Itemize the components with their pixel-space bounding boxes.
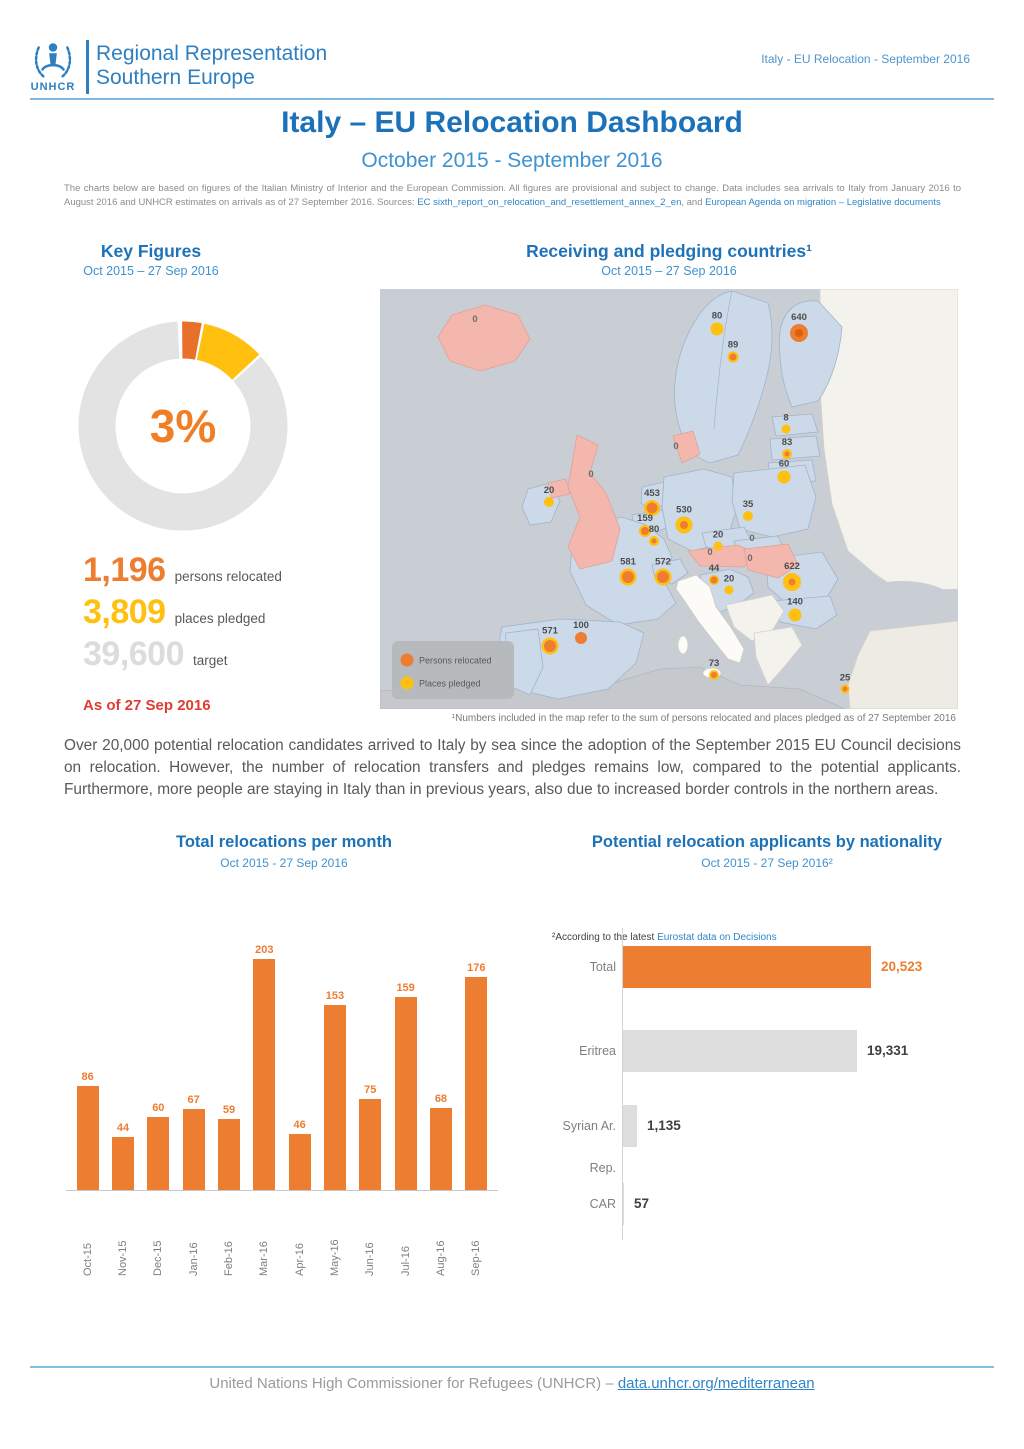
bar-column-jun-16 bbox=[353, 944, 388, 1190]
map-legend-box bbox=[392, 641, 514, 699]
nat-bar bbox=[623, 946, 871, 988]
bar-value-label: 60 bbox=[152, 1102, 165, 1114]
intro-paragraph bbox=[64, 182, 961, 211]
x-tick-aug-16 bbox=[423, 1196, 458, 1276]
header-rule bbox=[30, 98, 994, 100]
bar-value-label: 153 bbox=[325, 990, 345, 1002]
x-tick-label: Aug-16 bbox=[434, 1240, 447, 1276]
marker-dot bbox=[743, 511, 753, 521]
nat-label: Total bbox=[589, 960, 616, 974]
marker-value: 8 bbox=[783, 412, 789, 424]
marker-core bbox=[657, 571, 669, 583]
x-tick-mar-16 bbox=[247, 1196, 282, 1276]
zero-label-hungary: 0 bbox=[747, 553, 753, 564]
intro-text: The charts below are based on figures of the Italian Ministry of Interior and the European Commission. All figures are provisional and subject to change. Data includes sea arrivals to Italy from January 2016 to August 2016 and UNHCR estimates on arrivals as of 27 September 2016. Sources: bbox=[64, 183, 961, 209]
nationality-chart-footnote bbox=[552, 932, 777, 943]
bar-column-jan-16 bbox=[176, 944, 211, 1190]
marker-value: 44 bbox=[708, 563, 720, 574]
org-name bbox=[96, 42, 327, 91]
unhcr-logo-text: UNHCR bbox=[30, 81, 76, 93]
zero-label-slovakia: 0 bbox=[749, 533, 755, 544]
x-tick-label: Jan-16 bbox=[187, 1242, 200, 1276]
x-tick-label: Sep-16 bbox=[470, 1240, 483, 1276]
bar bbox=[465, 977, 487, 1190]
bar-value-label: 86 bbox=[81, 1071, 94, 1083]
marker-core bbox=[652, 539, 657, 544]
header-divider bbox=[86, 40, 89, 94]
marker-value: 100 bbox=[573, 620, 589, 631]
page-subtitle: October 2015 - September 2016 bbox=[361, 149, 663, 172]
zero-label-united-kingdom: 0 bbox=[588, 469, 594, 480]
marker-dot bbox=[575, 632, 587, 644]
donut-percent-label: 3% bbox=[149, 400, 217, 452]
stat-label-pledged: places pledged bbox=[174, 611, 266, 626]
marker-value: 60 bbox=[778, 458, 790, 470]
zero-label-iceland: 0 bbox=[472, 314, 478, 325]
marker-value: 622 bbox=[784, 561, 800, 572]
marker-value: 80 bbox=[648, 524, 660, 535]
monthly-chart-subtitle: Oct 2015 - 27 Sep 2016 bbox=[220, 856, 348, 870]
map-period: Oct 2015 – 27 Sep 2016 bbox=[601, 264, 737, 278]
x-tick-feb-16 bbox=[211, 1196, 246, 1276]
monthly-chart-ticks bbox=[70, 1196, 494, 1276]
as-of-date: As of 27 Sep 2016 bbox=[83, 697, 211, 714]
source-link-eu-agenda[interactable]: European Agenda on migration – Legislative documents bbox=[705, 197, 941, 209]
unhcr-emblem-icon bbox=[30, 36, 76, 80]
bar bbox=[112, 1137, 134, 1190]
bar bbox=[324, 1005, 346, 1190]
marker-core bbox=[730, 354, 737, 361]
x-tick-label: Mar-16 bbox=[258, 1241, 271, 1276]
bar-column-mar-16 bbox=[247, 944, 282, 1190]
nat-label: Syrian Ar. Rep. bbox=[562, 1119, 616, 1175]
legend-relocated-label: Persons relocated bbox=[419, 655, 492, 666]
footer bbox=[0, 1375, 1024, 1392]
marker-value: 453 bbox=[644, 488, 660, 499]
x-tick-label: Dec-15 bbox=[152, 1240, 165, 1276]
legend-pledged-label: Places pledged bbox=[419, 678, 481, 689]
marker-romania bbox=[783, 561, 801, 591]
marker-core bbox=[843, 687, 848, 692]
marker-value: 581 bbox=[620, 556, 636, 568]
nat-bar bbox=[623, 1105, 637, 1147]
x-tick-label: Apr-16 bbox=[293, 1242, 306, 1276]
legend-pledged-icon bbox=[401, 677, 414, 690]
stat-value-pledged: 3,809 bbox=[83, 593, 166, 631]
nat-value-label: 57 bbox=[634, 1196, 650, 1211]
marker-core bbox=[647, 503, 658, 514]
bar bbox=[289, 1134, 311, 1190]
x-tick-oct-15 bbox=[70, 1196, 105, 1276]
bar-column-jul-16 bbox=[388, 944, 423, 1190]
x-tick-label: Jun-16 bbox=[364, 1242, 377, 1276]
marker-value: 20 bbox=[543, 485, 555, 496]
map-country-estonia bbox=[772, 414, 818, 436]
x-tick-jun-16 bbox=[353, 1196, 388, 1276]
marker-value: 80 bbox=[711, 310, 723, 322]
doc-reference: Italy - EU Relocation - September 2016 bbox=[761, 52, 970, 66]
nat-row-total bbox=[542, 946, 992, 988]
key-figures-heading: Key Figures bbox=[100, 241, 202, 261]
nat-label: Eritrea bbox=[579, 1044, 616, 1058]
marker-core bbox=[795, 329, 803, 337]
footer-link[interactable]: data.unhcr.org/mediterranean bbox=[617, 1375, 815, 1392]
bar-column-feb-16 bbox=[211, 944, 246, 1190]
marker-dot bbox=[782, 425, 791, 434]
x-tick-dec-15 bbox=[141, 1196, 176, 1276]
intro-between: , and bbox=[681, 197, 706, 209]
zero-label-denmark: 0 bbox=[673, 441, 679, 452]
nationality-chart-subtitle: Oct 2015 - 27 Sep 2016² bbox=[701, 856, 833, 870]
marker-value: 140 bbox=[787, 596, 803, 608]
nat-row-syrian-ar-rep bbox=[542, 1105, 992, 1175]
key-figures-stats bbox=[83, 551, 282, 677]
nationality-chart-title: Potential relocation applicants by nationality bbox=[591, 833, 943, 851]
marker-switzerland bbox=[655, 557, 672, 586]
bar-value-label: 59 bbox=[222, 1104, 236, 1116]
nat-bar bbox=[623, 1183, 624, 1225]
bar-value-label: 203 bbox=[255, 944, 274, 956]
page-title: Italy – EU Relocation Dashboard bbox=[281, 106, 743, 139]
map-footnote: ¹Numbers included in the map refer to the sum of persons relocated and places pledged as of 27 September 2016 bbox=[451, 713, 956, 724]
marker-value: 571 bbox=[542, 625, 558, 637]
x-tick-sep-16 bbox=[459, 1196, 494, 1276]
europe-map bbox=[380, 289, 958, 709]
marker-dot bbox=[789, 609, 802, 622]
bar-column-apr-16 bbox=[282, 944, 317, 1190]
org-name-line2: Southern Europe bbox=[96, 66, 255, 90]
bar-column-oct-15 bbox=[70, 944, 105, 1190]
x-tick-jan-16 bbox=[176, 1196, 211, 1276]
bar bbox=[147, 1117, 169, 1190]
x-tick-label: Nov-15 bbox=[116, 1240, 129, 1276]
footnote-prefix: ²According to the latest bbox=[552, 932, 658, 943]
monthly-chart-plot bbox=[70, 944, 494, 1190]
map-legend bbox=[392, 641, 514, 699]
legend-relocated-icon bbox=[401, 654, 414, 667]
bar-column-nov-15 bbox=[105, 944, 140, 1190]
x-tick-label: May-16 bbox=[328, 1239, 341, 1276]
stat-places-pledged bbox=[83, 593, 282, 635]
footer-text: United Nations High Commissioner for Refugees (UNHCR) – bbox=[209, 1375, 618, 1392]
zero-label-austria: 0 bbox=[707, 547, 713, 558]
bar bbox=[430, 1108, 452, 1190]
marker-dot bbox=[711, 323, 724, 336]
bar-value-label: 176 bbox=[467, 962, 486, 974]
marker-core bbox=[680, 521, 688, 529]
map-heading: Receiving and pledging countries¹ bbox=[526, 241, 812, 261]
monthly-chart-title: Total relocations per month bbox=[175, 833, 393, 851]
marker-value: 640 bbox=[791, 312, 807, 323]
stat-label-relocated: persons relocated bbox=[174, 569, 282, 584]
marker-germany bbox=[676, 505, 693, 534]
marker-dot bbox=[714, 542, 723, 551]
x-tick-apr-16 bbox=[282, 1196, 317, 1276]
bar-value-label: 159 bbox=[396, 982, 415, 994]
stat-value-relocated: 1,196 bbox=[83, 551, 166, 589]
x-tick-label: Oct-15 bbox=[81, 1242, 94, 1276]
marker-value: 159 bbox=[637, 513, 653, 524]
marker-core bbox=[622, 571, 634, 583]
bar-value-label: 44 bbox=[116, 1122, 130, 1134]
bar-value-label: 46 bbox=[293, 1119, 306, 1131]
marker-core bbox=[544, 640, 556, 652]
marker-value: 572 bbox=[655, 556, 671, 568]
bar-column-sep-16 bbox=[459, 944, 494, 1190]
bar bbox=[253, 959, 275, 1190]
bar bbox=[218, 1119, 240, 1190]
nat-row-car bbox=[542, 1183, 992, 1225]
marker-dot bbox=[778, 471, 791, 484]
nat-value-label: 1,135 bbox=[647, 1118, 681, 1133]
marker-czech-rep bbox=[713, 530, 724, 551]
marker-value: 35 bbox=[742, 499, 754, 510]
source-link-ec-report[interactable]: EC sixth_report_on_relocation_and_resettlement_annex_2_en bbox=[417, 197, 682, 209]
monthly-chart-axis bbox=[66, 1190, 498, 1191]
marker-core bbox=[789, 579, 796, 586]
marker-core bbox=[711, 577, 718, 584]
nat-value-label: 20,523 bbox=[881, 959, 923, 974]
stat-value-target: 39,600 bbox=[83, 635, 184, 673]
footer-rule bbox=[30, 1366, 994, 1368]
marker-value: 89 bbox=[727, 339, 739, 351]
nat-row-eritrea bbox=[542, 1030, 992, 1072]
x-tick-nov-15 bbox=[105, 1196, 140, 1276]
marker-value: 530 bbox=[676, 504, 692, 516]
summary-paragraph: Over 20,000 potential relocation candidates arrived to Italy by sea since the adoption of the September 2015 EU Council decisions on relocation. However, the number of relocation transfers and pledges remains low, compared to the potential applicants. Furthermore, more people are staying in Italy than in previous years, also due to increased border controls in the northern areas. bbox=[64, 737, 961, 799]
marker-dot bbox=[544, 497, 554, 507]
marker-value: 20 bbox=[723, 573, 735, 585]
org-name-line1: Regional Representation bbox=[96, 42, 328, 65]
marker-value: 73 bbox=[708, 658, 720, 669]
marker-core bbox=[785, 452, 790, 457]
bar-column-may-16 bbox=[317, 944, 352, 1190]
marker-value: 83 bbox=[781, 437, 793, 448]
bar bbox=[77, 1086, 99, 1190]
x-tick-label: Jul-16 bbox=[399, 1246, 412, 1276]
nat-value-label: 19,331 bbox=[867, 1043, 909, 1058]
marker-value: 25 bbox=[839, 672, 851, 684]
nat-label: CAR bbox=[589, 1197, 616, 1211]
stat-persons-relocated bbox=[83, 551, 282, 593]
bar bbox=[183, 1109, 205, 1190]
x-tick-jul-16 bbox=[388, 1196, 423, 1276]
bar-column-dec-15 bbox=[141, 944, 176, 1190]
map-island-sardinia bbox=[678, 636, 688, 654]
marker-core bbox=[711, 672, 717, 678]
nat-bar bbox=[623, 1030, 857, 1072]
nationality-chart bbox=[542, 833, 992, 1288]
key-figures-period: Oct 2015 – 27 Sep 2016 bbox=[83, 264, 219, 278]
bar-column-aug-16 bbox=[423, 944, 458, 1190]
eurostat-link[interactable]: Eurostat data on Decisions bbox=[657, 932, 777, 943]
stat-label-target: target bbox=[193, 653, 228, 668]
monthly-relocations-chart bbox=[58, 833, 510, 1288]
bar bbox=[395, 997, 417, 1190]
marker-dot bbox=[725, 586, 734, 595]
bar bbox=[359, 1099, 381, 1190]
marker-croatia bbox=[724, 574, 735, 595]
bar-value-label: 68 bbox=[434, 1093, 448, 1105]
unhcr-logo bbox=[28, 36, 78, 93]
stat-target bbox=[83, 635, 282, 677]
marker-value: 20 bbox=[712, 529, 724, 541]
x-tick-label: Feb-16 bbox=[222, 1241, 235, 1276]
x-tick-may-16 bbox=[317, 1196, 352, 1276]
marker-finland bbox=[790, 312, 808, 342]
bar-value-label: 75 bbox=[364, 1084, 377, 1096]
bar-value-label: 67 bbox=[187, 1094, 200, 1106]
map-country-latvia bbox=[770, 436, 820, 460]
